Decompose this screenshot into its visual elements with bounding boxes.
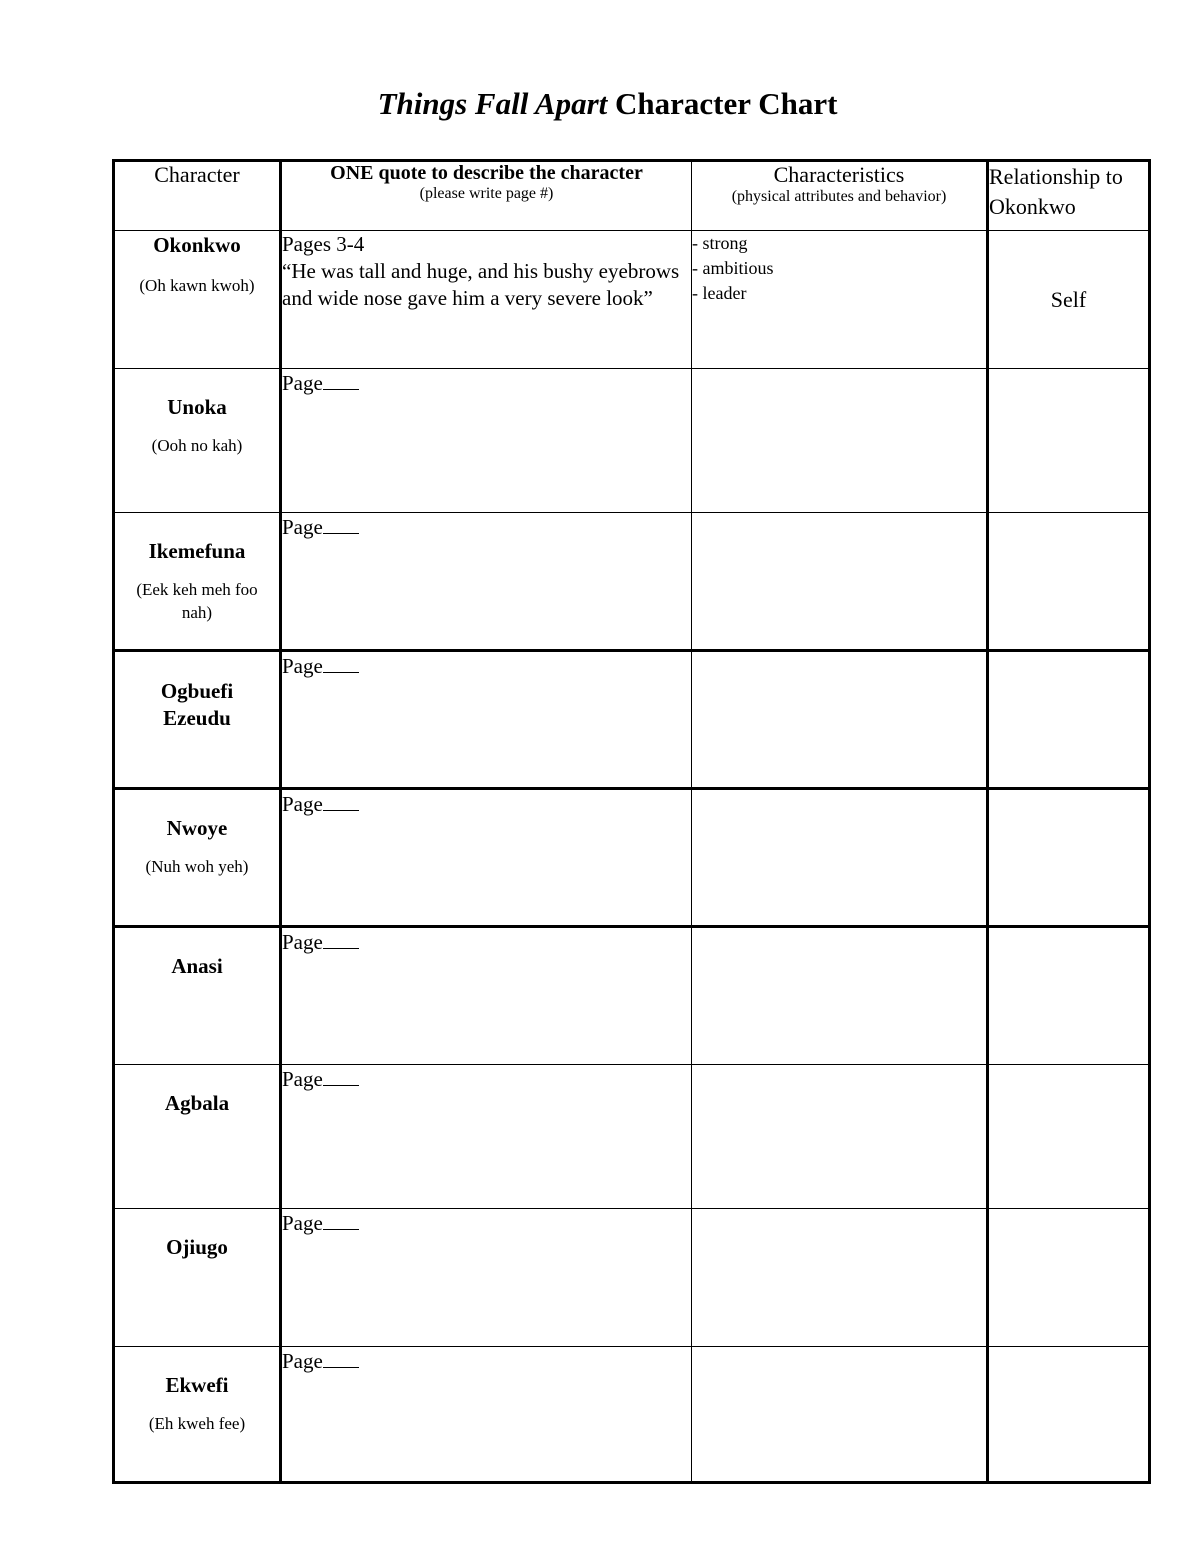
- page-title: [0, 86, 1200, 122]
- header-characteristics-main: Characteristics: [773, 162, 905, 187]
- character-pronunciation: (Ooh no kah): [151, 436, 243, 455]
- page-blank: [323, 513, 359, 534]
- character-pronunciation: (Eh kweh fee): [148, 1414, 246, 1433]
- quote-cell: [281, 369, 692, 513]
- characteristic-item: - ambitious: [692, 258, 774, 278]
- relationship-cell: [988, 1209, 1150, 1347]
- relationship-cell: [988, 789, 1150, 927]
- character-name: Unoka: [167, 395, 227, 419]
- characteristic-item: - leader: [692, 283, 747, 303]
- table-row: [114, 369, 1150, 513]
- table-row: [114, 927, 1150, 1065]
- relationship-cell: [988, 231, 1150, 369]
- characteristics-cell: [692, 513, 988, 651]
- character-cell: [114, 369, 281, 513]
- character-cell: [114, 513, 281, 651]
- character-name: Ojiugo: [166, 1235, 228, 1259]
- header-character: Character: [114, 161, 281, 231]
- page-blank: [323, 652, 359, 673]
- character-cell: [114, 651, 281, 789]
- character-name: Nwoye: [166, 816, 228, 840]
- table-row: [114, 1347, 1150, 1483]
- quote-page: Page: [282, 1067, 323, 1091]
- quote-page: Page: [282, 515, 323, 539]
- relationship-cell: [988, 651, 1150, 789]
- header-quote-sub: (please write page #): [419, 185, 554, 202]
- characteristics-cell: [692, 651, 988, 789]
- table-row: [114, 651, 1150, 789]
- character-cell: [114, 231, 281, 369]
- quote-cell: [281, 1065, 692, 1209]
- character-name: Ogbuefi Ezeudu: [160, 679, 234, 730]
- quote-text: “He was tall and huge, and his bushy eyebrows and wide nose gave him a very severe look”: [282, 259, 680, 310]
- page-blank: [323, 1347, 359, 1368]
- quote-page: Page: [282, 371, 323, 395]
- table-row: [114, 1065, 1150, 1209]
- table-row: [114, 1209, 1150, 1347]
- character-chart-table: [112, 159, 1151, 1484]
- quote-page: Pages 3-4: [282, 232, 365, 256]
- character-cell: [114, 1209, 281, 1347]
- page-blank: [323, 790, 359, 811]
- table-row: [114, 513, 1150, 651]
- relationship-cell: [988, 927, 1150, 1065]
- character-cell: [114, 1065, 281, 1209]
- character-name: Ikemefuna: [148, 539, 246, 563]
- character-pronunciation: (Eek keh meh foo nah): [136, 580, 258, 622]
- table-row: [114, 231, 1150, 369]
- quote-cell: [281, 651, 692, 789]
- relationship-cell: [988, 369, 1150, 513]
- quote-page: Page: [282, 654, 323, 678]
- page-blank: [323, 928, 359, 949]
- characteristics-cell: [692, 1347, 988, 1483]
- header-characteristics-sub: (physical attributes and behavior): [731, 188, 947, 205]
- characteristics-cell: [692, 1065, 988, 1209]
- title-rest: Character Chart: [615, 86, 838, 121]
- header-quote-main: ONE quote to describe the character: [330, 162, 643, 184]
- character-name: Agbala: [164, 1091, 230, 1115]
- characteristic-item: - strong: [692, 233, 748, 253]
- page-blank: [323, 1209, 359, 1230]
- character-name: Okonkwo: [153, 233, 241, 257]
- character-name: Ekwefi: [165, 1373, 229, 1397]
- characteristics-cell: [692, 789, 988, 927]
- header-relationship: Relationship to Okonkwo: [988, 161, 1150, 231]
- quote-cell: [281, 789, 692, 927]
- character-cell: [114, 1347, 281, 1483]
- quote-cell: [281, 231, 692, 369]
- characteristics-cell: [692, 369, 988, 513]
- page-blank: [323, 1065, 359, 1086]
- quote-cell: [281, 1347, 692, 1483]
- character-name: Anasi: [171, 954, 223, 978]
- quote-page: Page: [282, 1211, 323, 1235]
- character-cell: [114, 927, 281, 1065]
- relationship-cell: [988, 513, 1150, 651]
- character-pronunciation: (Nuh woh yeh): [145, 857, 249, 876]
- quote-cell: [281, 1209, 692, 1347]
- character-pronunciation: (Oh kawn kwoh): [139, 276, 255, 295]
- page-blank: [323, 369, 359, 390]
- characteristics-cell: [692, 231, 988, 369]
- quote-page: Page: [282, 930, 323, 954]
- quote-cell: [281, 513, 692, 651]
- characteristics-cell: [692, 1209, 988, 1347]
- quote-page: Page: [282, 792, 323, 816]
- table-row: [114, 789, 1150, 927]
- title-italic: Things Fall Apart: [377, 86, 608, 121]
- character-cell: [114, 789, 281, 927]
- quote-page: Page: [282, 1349, 323, 1373]
- quote-cell: [281, 927, 692, 1065]
- header-row: [114, 161, 1150, 231]
- relationship-cell: [988, 1065, 1150, 1209]
- relationship-cell: [988, 1347, 1150, 1483]
- header-characteristics: [692, 161, 988, 231]
- relationship-text: Self: [1050, 286, 1087, 312]
- characteristics-cell: [692, 927, 988, 1065]
- header-quote: [281, 161, 692, 231]
